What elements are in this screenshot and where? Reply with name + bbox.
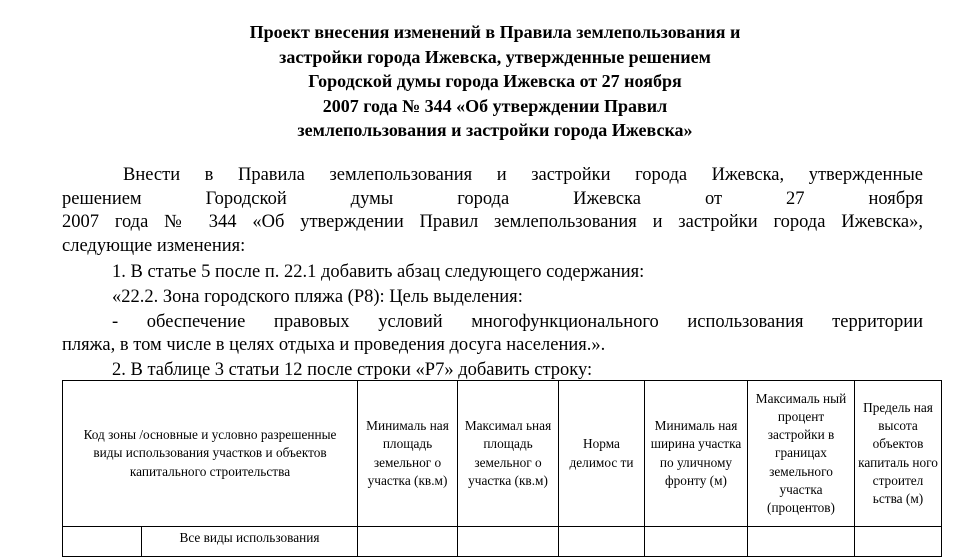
item-line: пляжа, в том числе в целях отдыха и проведения досуга населения.». — [62, 335, 606, 355]
table-row — [63, 527, 942, 557]
title-line: Городской думы города Ижевска от 27 ноября — [308, 71, 682, 91]
intro-line: Внести в Правила землепользования и застройки города Ижевска, утвержденные — [123, 165, 923, 185]
intro-line: 2007 года № 344 «Об утверждении Правил землепользования и застройки города Ижевска», — [62, 212, 923, 232]
zones-table — [62, 380, 942, 557]
table-cell — [748, 527, 855, 557]
item-line: - обеспечение правовых условий многофункционального использования территории — [112, 312, 923, 332]
header-zone-code: Код зоны /основные и условно разрешенные виды использования участков и объектов капитального строительства — [63, 381, 358, 527]
table-header-row — [63, 381, 942, 527]
title-line: Проект внесения изменений в Правила землепользования и — [249, 22, 741, 42]
table-cell — [458, 527, 559, 557]
intro-line: решением Городской думы города Ижевска от 27 ноября — [62, 189, 923, 209]
title-line: 2007 года № 344 «Об утверждении Правил — [322, 95, 668, 116]
header-min-width: Минималь ная ширина участка по уличному фронту (м) — [645, 381, 748, 527]
intro-line: следующие изменения: — [62, 236, 246, 256]
item-line: 1. В статье 5 после п. 22.1 добавить абзац следующего содержания: — [112, 262, 645, 282]
table-cell — [63, 527, 142, 557]
table-cell — [855, 527, 942, 557]
header-min-area: Минималь ная площадь земельног о участка (кв.м) — [358, 381, 458, 527]
table-cell — [645, 527, 748, 557]
title-line: застройки города Ижевска, утвержденные решением — [279, 46, 711, 67]
header-max-height: Предель ная высота объектов капиталь ного строител ьства (м) — [855, 381, 942, 527]
header-max-area: Максимал ьная площадь земельног о участка (кв.м) — [458, 381, 559, 527]
document-title — [150, 20, 840, 143]
header-divisibility: Норма делимос ти — [559, 381, 645, 527]
header-max-percent: Максималь ный процент застройки в границах земельного участка (процентов) — [748, 381, 855, 527]
table-cell — [559, 527, 645, 557]
title-line: землепользования и застройки города Ижевска» — [297, 120, 693, 140]
table-cell — [358, 527, 458, 557]
item-line: «22.2. Зона городского пляжа (Р8): Цель выделения: — [112, 287, 523, 307]
item-line: 2. В таблице 3 статьи 12 после строки «Р7» добавить строку: — [112, 360, 593, 380]
table-cell: Все виды использования — [142, 527, 358, 557]
